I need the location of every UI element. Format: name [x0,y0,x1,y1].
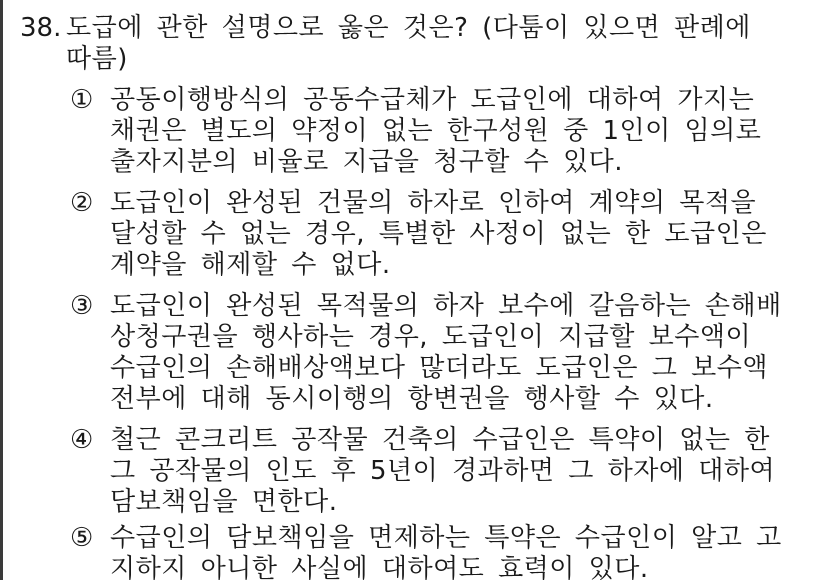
choice-3-line-4: 전부에 대해 동시이행의 항변권을 행사할 수 있다. [110,384,714,414]
choice-5-line-2: 지하지 아니한 사실에 대하여도 효력이 있다. [110,554,649,580]
choice-1-line-1: 공동이행방식의 공동수급체가 도급인에 대하여 가지는 [110,85,755,115]
answer-choice-4 [70,425,826,518]
choice-3-circled-number: ③ [70,291,94,321]
choice-4-circled-number: ④ [70,425,94,455]
choice-4-line-3: 담보책임을 면한다. [110,487,338,517]
choice-3-line-3: 수급인의 손해배상액보다 많더라도 도급인은 그 보수액 [110,353,768,383]
question-38 [0,0,826,75]
choice-2-line-3: 계약을 해제할 수 없다. [110,250,391,280]
choice-4-line-1: 철근 콘크리트 공작물 건축의 수급인은 특약이 없는 한 [110,425,770,455]
question-number: 38. [20,13,62,43]
choice-5-circled-number: ⑤ [70,523,94,553]
question-text-line-1: 도급에 관한 설명으로 옳은 것은? (다툼이 있으면 판례에 [66,13,751,43]
choice-3-line-2: 상청구권을 행사하는 경우, 도급인이 지급할 보수액이 [110,322,752,352]
choice-5-line-1: 수급인의 담보책임을 면제하는 특약은 수급인이 알고 고 [110,523,782,553]
choice-1-line-3: 출자지분의 비율로 지급을 청구할 수 있다. [110,147,624,177]
answer-choice-1 [70,85,826,178]
choice-3-text [110,291,782,415]
choice-1-text [110,85,761,178]
choice-1-line-2: 채권은 별도의 약정이 없는 한구성원 중 1인이 임의로 [110,116,762,146]
choice-2-circled-number: ② [70,188,94,218]
choice-2-text [110,188,767,281]
question-text [66,13,751,75]
question-text-line-2: 따름) [66,44,128,74]
answer-choice-2 [70,188,826,281]
choice-4-line-2: 그 공작물의 인도 후 5년이 경과하면 그 하자에 대하여 [110,456,776,486]
answer-choices [0,85,826,580]
choice-4-text [110,425,775,518]
choice-2-line-2: 달성할 수 없는 경우, 특별한 사정이 없는 한 도급인은 [110,219,767,249]
answer-choice-3 [70,291,826,415]
choice-2-line-1: 도급인이 완성된 건물의 하자로 인하여 계약의 목적을 [110,188,757,218]
choice-1-circled-number: ① [70,85,94,115]
answer-choice-5 [70,523,826,580]
column-divider-line [0,0,3,580]
choice-5-text [110,523,782,580]
choice-3-line-1: 도급인이 완성된 목적물의 하자 보수에 갈음하는 손해배 [110,291,782,321]
